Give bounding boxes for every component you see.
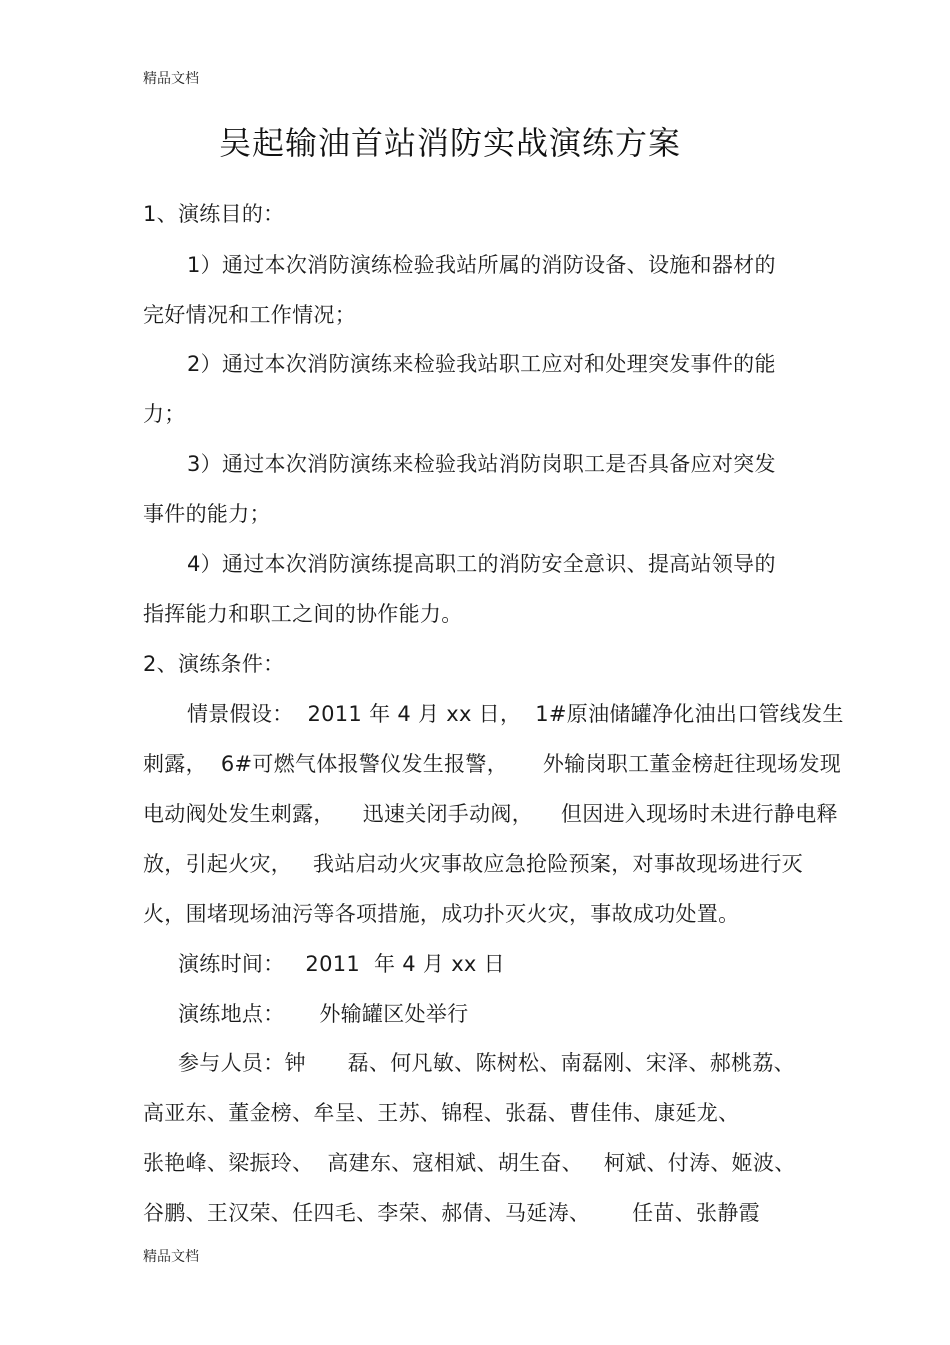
purpose-item-1-line-2: 完好情况和工作情况； [143,303,356,327]
section-2-heading: 2、演练条件： [143,652,285,676]
purpose-item-4-line-2: 指挥能力和职工之间的协作能力。 [143,602,463,626]
section-1-heading: 1、演练目的： [143,202,285,226]
participants-line-1: 参与人员：钟 磊、何凡敏、陈树松、南磊刚、宋泽、郝桃荔、 [178,1051,795,1075]
participants-line-3: 张艳峰、梁振玲、 高建东、寇相斌、胡生奋、 柯斌、付涛、姬波、 [143,1151,796,1175]
participants-line-4: 谷鹏、王汉荣、任四毛、李荣、郝倩、马延涛、 任苗、张静霞 [143,1201,760,1225]
scenario-line-4: 放，引起火灾， 我站启动火灾事故应急抢险预案，对事故现场进行灭 [143,852,803,876]
purpose-item-3-line-2: 事件的能力； [143,502,271,526]
document-title: 吴起输油首站消防实战演练方案 [218,124,681,162]
scenario-line-3: 电动阀处发生刺露， 迅速关闭手动阀， 但因进入现场时未进行静电释 [143,802,838,826]
header-watermark: 精品文档 [143,71,199,87]
scenario-line-2: 刺露， 6#可燃气体报警仪发生报警， 外输岗职工董金榜赶往现场发现 [143,752,842,776]
participants-line-2: 高亚东、董金榜、牟呈、王苏、锦程、张磊、曹佳伟、康延龙、 [143,1101,740,1125]
purpose-item-4-line-1: 4）通过本次消防演练提高职工的消防安全意识、提高站领导的 [187,552,776,576]
scenario-line-1: 情景假设： 2011 年 4 月 xx 日， 1#原油储罐净化油出口管线发生 [187,702,844,726]
footer-watermark: 精品文档 [143,1249,199,1265]
purpose-item-2-line-1: 2）通过本次消防演练来检验我站职工应对和处理突发事件的能 [187,352,776,376]
scenario-line-5: 火，围堵现场油污等各项措施，成功扑灭火灾，事故成功处置。 [143,902,740,926]
purpose-item-3-line-1: 3）通过本次消防演练来检验我站消防岗职工是否具备应对突发 [187,452,776,476]
purpose-item-2-line-2: 力； [143,402,186,426]
purpose-item-1-line-1: 1）通过本次消防演练检验我站所属的消防设备、设施和器材的 [187,253,776,277]
drill-time: 演练时间： 2011 年 4 月 xx 日 [178,952,505,976]
drill-location: 演练地点： 外输罐区处举行 [178,1002,469,1026]
